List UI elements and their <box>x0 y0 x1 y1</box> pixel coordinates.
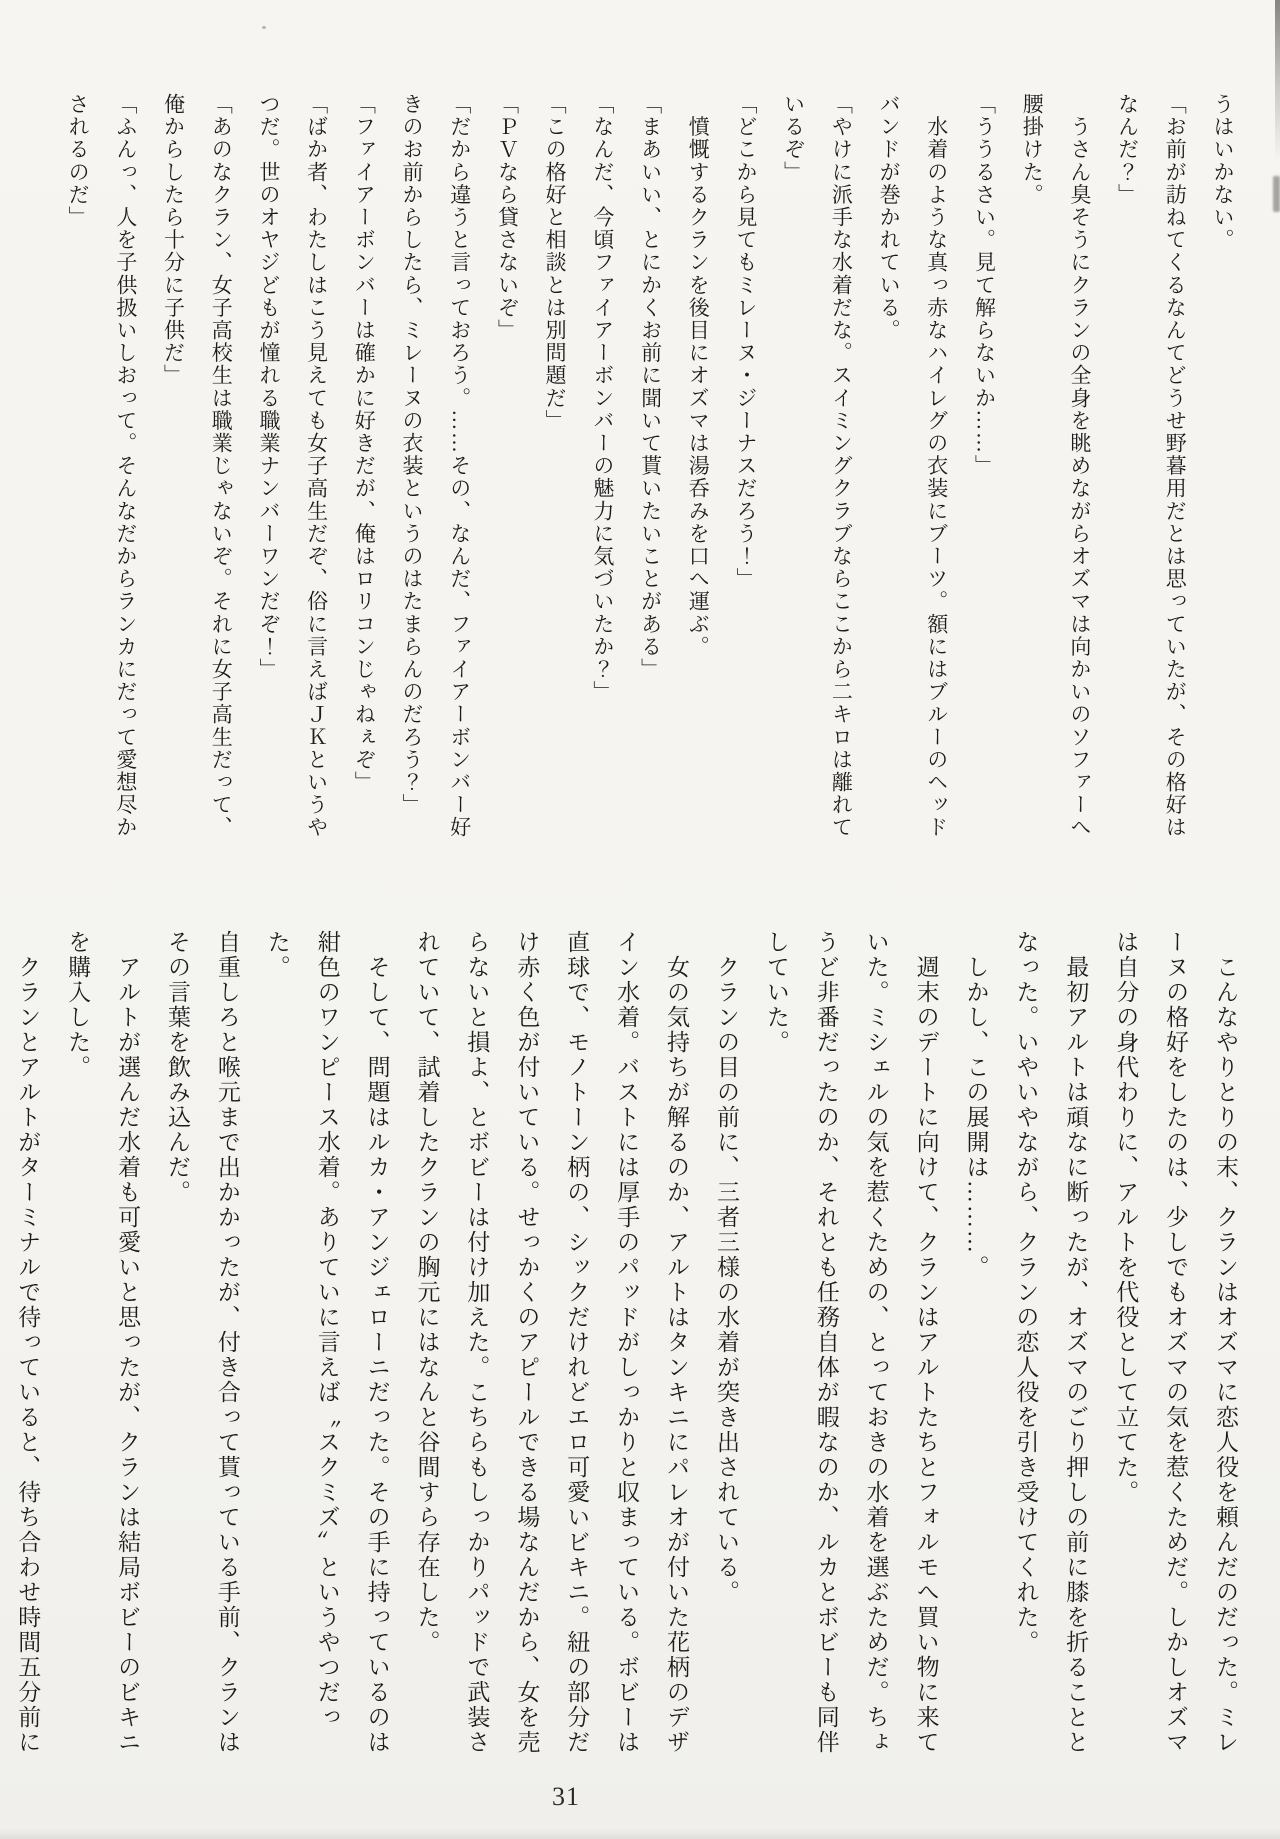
text-column: は自分の身代わりに、アルトを代役として立てた。 <box>1113 930 1139 1505</box>
page-number: 31 <box>552 1782 580 1811</box>
text-column: 「やけに派手な水着だな。スイミングクラブならここから二キロは離れて <box>829 93 854 839</box>
scan-edge-artifact <box>1273 176 1280 212</box>
text-column: 週末のデートに向けて、クランはアルトたちとフォルモへ買い物に来て <box>913 930 939 1755</box>
text-column: 「ファイアーボンバーは確かに好きだが、俺はロリコンじゃねぇぞ」 <box>352 93 377 794</box>
text-block-bottom <box>15 930 1250 1760</box>
text-column: イン水着。バストには厚手のパッドがしっかりと収まっている。ボビーは <box>614 930 640 1755</box>
text-column: されるのだ」 <box>66 93 91 229</box>
scan-bottom-shade <box>0 1829 1280 1839</box>
text-column: らないと損よ、とボビーは付け加えた。こちらもしっかりパッドで武装さ <box>464 930 490 1755</box>
text-column: 「この格好と相談とは別問題だ」 <box>543 93 568 432</box>
text-column: 自重しろと喉元まで出かかったが、付き合って貰っている手前、クランは <box>214 930 240 1755</box>
text-column: なんだ？」 <box>1115 93 1140 206</box>
text-column: こんなやりとりの末、クランはオズマに恋人役を頼んだのだった。ミレ <box>1213 930 1238 1755</box>
text-column: け赤く色が付いている。せっかくのアピールできる場なんだから、女を売 <box>514 930 540 1755</box>
text-column: 憤慨するクランを後目にオズマは湯呑みを口へ運ぶ。 <box>686 93 711 658</box>
text-column: うはいかない。 <box>1211 93 1235 252</box>
text-column: 「まあいい、とにかくお前に聞いて貰いたいことがある」 <box>638 93 663 681</box>
text-column: そして、問題はルカ・アンジェローニだった。その手に持っているのは <box>364 930 390 1755</box>
scan-edge-artifact <box>1275 0 1280 160</box>
text-column: いるぞ」 <box>781 93 806 184</box>
text-column: 「ううるさい。見て解らないか……」 <box>972 93 997 478</box>
text-column: 直球で、モノトーン柄の、シックだけれどエロ可愛いビキニ。紐の部分だ <box>564 930 590 1755</box>
text-column: 水着のような真っ赤なハイレグの衣装にブーツ。額にはブルーのヘッド <box>924 93 949 839</box>
text-column: 俺からしたら十分に子供だ」 <box>161 93 186 387</box>
text-column: うさん臭そうにクランの全身を眺めながらオズマは向かいのソファーへ <box>1067 93 1092 839</box>
text-column: 最初アルトは頑なに断ったが、オズマのごり押しの前に膝を折ることと <box>1063 930 1089 1755</box>
text-column: していた。 <box>763 930 789 1055</box>
scan-speck-artifact <box>262 26 266 29</box>
text-column: 「ばか者、わたしはこう見えても女子高生だぞ、俗に言えばＪＫというや <box>304 93 329 839</box>
text-column: なった。いやいやながら、クランの恋人役を引き受けてくれた。 <box>1013 930 1039 1655</box>
text-column: 「お前が訪ねてくるなんてどうせ野暮用だとは思っていたが、その格好は <box>1163 93 1188 839</box>
text-column: クランとアルトがターミナルで待っていると、待ち合わせ時間五分前に <box>15 930 41 1755</box>
text-column: 「ＰＶなら貸さないぞ」 <box>495 93 520 342</box>
text-column: 腰掛けた。 <box>1020 93 1045 206</box>
text-column: しかし、この展開は………。 <box>963 930 989 1280</box>
text-column: れていて、試着したクランの胸元にはなんと谷間すら存在した。 <box>414 930 440 1655</box>
text-column: 「なんだ、今頃ファイアーボンバーの魅力に気づいたか？」 <box>590 93 615 704</box>
text-block-top <box>46 93 1246 843</box>
text-column: クランの目の前に、三者三様の水着が突き出されている。 <box>713 930 739 1605</box>
text-column: その言葉を飲み込んだ。 <box>164 930 190 1205</box>
text-column: 紺色のワンピース水着。ありていに言えば〝スクミズ〟というやつだった。 <box>264 930 340 1730</box>
text-column: バンドが巻かれている。 <box>877 93 902 342</box>
text-column: 「だから違うと言っておろう。……その、なんだ、ファイアーボンバー好 <box>447 93 472 839</box>
text-column: いた。ミシェルの気を惹くための、とっておきの水着を選ぶためだ。ちょ <box>863 930 889 1755</box>
text-column: ーヌの格好をしたのは、少しでもオズマの気を惹くためだ。しかしオズマ <box>1163 930 1189 1755</box>
text-column: きのお前からしたら、ミレーヌの衣装というのはたまらんのだろう？」 <box>400 93 425 817</box>
text-column: うど非番だったのか、それとも任務自体が暇なのか、ルカとボビーも同伴 <box>813 930 839 1755</box>
text-column: 女の気持ちが解るのか、アルトはタンキニにパレオが付いた花柄のデザ <box>664 930 690 1755</box>
text-column: つだ。世のオヤジどもが憧れる職業ナンバーワンだぞ！」 <box>256 93 281 681</box>
text-column: 「どこから見てもミレーヌ・ジーナスだろう！」 <box>733 93 758 591</box>
text-column: アルトが選んだ水着も可愛いと思ったが、クランは結局ボビーのビキニ <box>115 930 141 1755</box>
text-column: を購入した。 <box>65 930 91 1080</box>
text-column: 「あのなクラン、女子高校生は職業じゃないぞ。それに女子高生だって、 <box>209 93 234 839</box>
text-column: 「ふんっ、人を子供扱いしおって。そんなだからランカにだって愛想尽か <box>113 93 138 839</box>
